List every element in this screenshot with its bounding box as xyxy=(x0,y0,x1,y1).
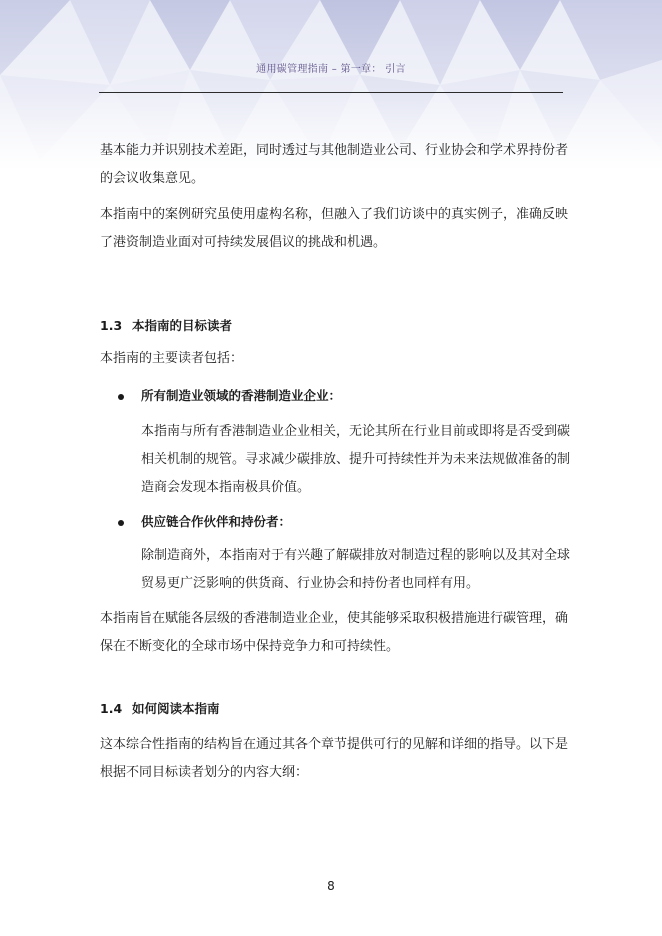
bullet-icon xyxy=(118,520,124,526)
section-1-3-heading xyxy=(100,317,232,335)
section-1-3-closing: 本指南旨在赋能各层级的香港制造业企业，使其能够采取积极措施进行碳管理，确保在不断变化的全球市场中保持竞争力和可持续性。 xyxy=(100,611,569,654)
intro-paragraph: 基本能力并识别技术差距，同时透过与其他制造业公司、行业协会和学术界持份者的会议收集意见。 xyxy=(100,143,569,186)
bullet-title: 供应链合作伙伴和持份者： xyxy=(141,514,292,529)
case-study-paragraph: 本指南中的案例研究虽使用虚构名称，但融入了我们访谈中的真实例子，准确反映了港资制造业面对可持续发展倡议的挑战和机遇。 xyxy=(100,207,569,250)
header-divider xyxy=(99,92,563,93)
section-1-4-paragraph: 这本综合性指南的结构旨在通过其各个章节提供可行的见解和详细的指导。以下是根据不同目标读者划分的内容大纲： xyxy=(100,737,569,780)
page-number: 8 xyxy=(327,879,335,893)
bullet-icon xyxy=(118,394,124,400)
bullet-title: 所有制造业领域的香港制造业企业： xyxy=(141,388,342,403)
section-1-4-heading xyxy=(100,700,220,718)
running-header: 通用碳管理指南 – 第一章： 引言 xyxy=(256,64,406,75)
section-title: 本指南的目标读者 xyxy=(132,318,233,333)
section-number: 1.3 xyxy=(100,318,123,333)
section-title: 如何阅读本指南 xyxy=(132,701,220,716)
section-1-3-lead: 本指南的主要读者包括： xyxy=(100,351,244,366)
bullet-text: 除制造商外，本指南对于有兴趣了解碳排放对制造过程的影响以及其对全球贸易更广泛影响的供货商、行业协会和持份者也同样有用。 xyxy=(141,548,571,591)
bullet-text: 本指南与所有香港制造业企业相关，无论其所在行业目前或即将是否受到碳相关机制的规管。寻求减少碳排放、提升可持续性并为未来法规做准备的制造商会发现本指南极具价值。 xyxy=(141,424,571,495)
section-number: 1.4 xyxy=(100,701,123,716)
